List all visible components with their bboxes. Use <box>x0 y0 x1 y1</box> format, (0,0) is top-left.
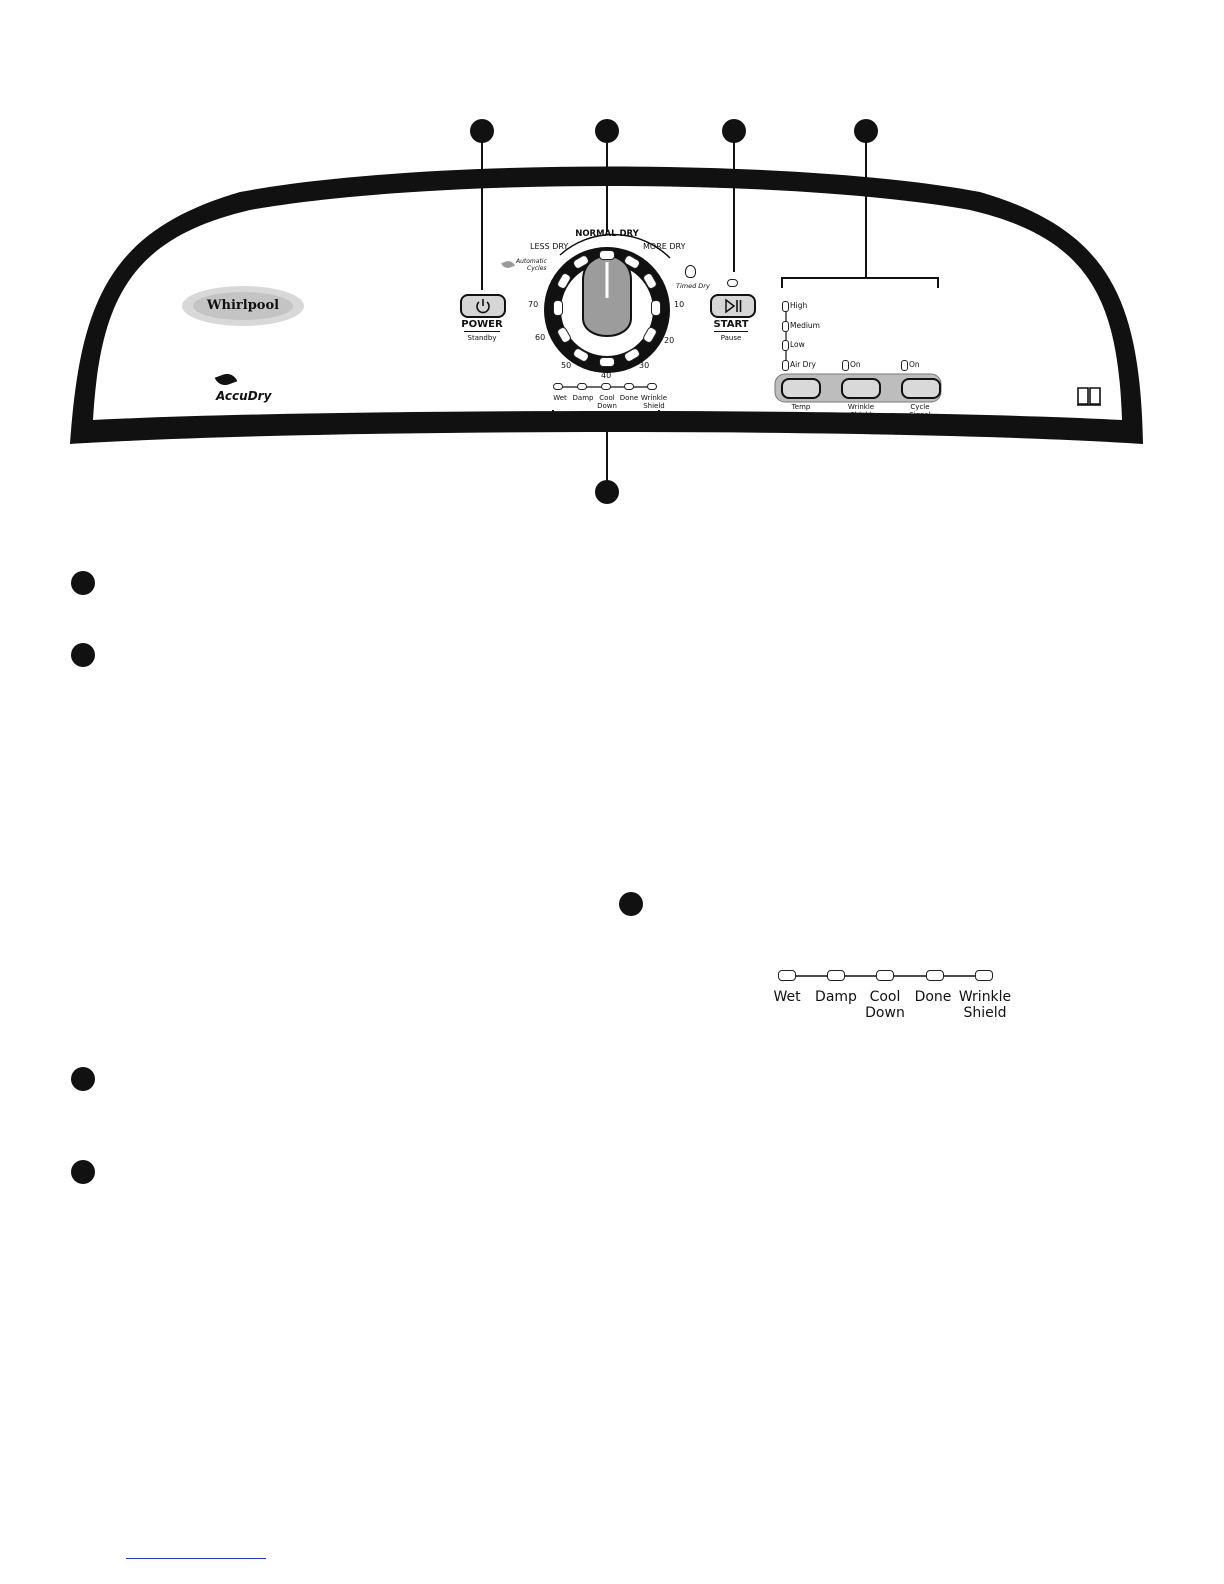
dial-minute-50: 50 <box>561 361 572 370</box>
shirt-icon <box>853 422 868 432</box>
status-led-wet <box>553 383 563 390</box>
status-led-done <box>624 383 634 390</box>
dial-led <box>599 357 615 367</box>
status-small-label: Wet <box>553 394 567 402</box>
wrinkle-shield-button-label: Shield <box>850 411 872 419</box>
dial-more-dry: MORE DRY <box>643 242 686 251</box>
status-led-large <box>926 970 944 981</box>
section-marker <box>71 1160 95 1184</box>
status-led-large <box>975 970 993 981</box>
status-small-label: Done <box>619 394 639 402</box>
temp-level-label: High <box>790 301 808 310</box>
start-button[interactable] <box>710 294 756 318</box>
power-button[interactable] <box>460 294 506 318</box>
power-sublabel: Standby <box>467 334 497 342</box>
whirlpool-logo: Whirlpool <box>206 298 280 313</box>
temp-led-high <box>782 301 789 312</box>
dial-led <box>651 300 661 316</box>
status-led-cool-down <box>601 383 611 390</box>
temp-level-label: Medium <box>790 321 820 330</box>
start-led <box>727 279 738 287</box>
callout-marker-power <box>470 119 494 143</box>
temp-led-air-dry <box>782 360 789 371</box>
callout-marker-start <box>722 119 746 143</box>
book-icon <box>1076 386 1102 406</box>
status-large-label: Cool <box>869 989 901 1005</box>
dial-automatic-line2: Cycles <box>527 265 547 272</box>
status-large-label: Shield <box>963 1005 1007 1021</box>
dial-minute-20: 20 <box>664 336 675 345</box>
dial-led <box>599 250 615 260</box>
status-small-label: Damp <box>572 394 594 402</box>
dial-automatic-line1: Automatic <box>516 258 547 265</box>
power-divider <box>464 331 500 332</box>
status-small-label: Cool <box>599 394 615 402</box>
section-marker <box>71 1067 95 1091</box>
status-large-label: Wet <box>773 989 801 1005</box>
status-large-label: Wrinkle <box>958 989 1012 1005</box>
start-divider <box>714 331 748 332</box>
temp-button-label: Temp <box>791 403 811 411</box>
accudry-logo: AccuDry <box>216 389 272 403</box>
wrinkle-shield-on-label: On <box>850 360 861 369</box>
power-icon <box>462 296 504 316</box>
temp-level-label: Air Dry <box>790 360 816 369</box>
footer-link-underline <box>126 1558 266 1559</box>
dial-less-dry: LESS DRY <box>530 242 569 251</box>
section-marker <box>619 892 643 916</box>
wrinkle-shield-button-label: Wrinkle <box>847 403 875 411</box>
cycle-signal-button[interactable] <box>901 378 941 399</box>
dial-minute-10: 10 <box>674 300 685 309</box>
wrinkle-shield-led <box>842 360 849 371</box>
temp-led-medium <box>782 321 789 332</box>
callout-marker-options <box>854 119 878 143</box>
cycle-signal-led <box>901 360 908 371</box>
status-small-label: Wrinkle <box>640 394 668 402</box>
power-label: POWER <box>461 319 503 330</box>
cycle-signal-button-label: Cycle <box>910 403 930 411</box>
dial-normal-dry: NORMAL DRY <box>575 229 639 239</box>
temp-led-low <box>782 340 789 351</box>
start-sublabel: Pause <box>720 334 742 342</box>
status-led-large <box>827 970 845 981</box>
wrinkle-shield-button[interactable] <box>841 378 881 399</box>
cycle-signal-on-label: On <box>909 360 920 369</box>
section-marker <box>71 643 95 667</box>
start-label: START <box>713 319 749 330</box>
timed-dry-icon <box>685 265 696 278</box>
status-led-large <box>778 970 796 981</box>
temp-level-label: Low <box>790 340 805 349</box>
callout-marker-dial <box>595 119 619 143</box>
dial-led <box>553 300 563 316</box>
play-pause-icon <box>712 296 754 316</box>
status-led-large <box>876 970 894 981</box>
signal-icon: ((•)) <box>912 421 928 429</box>
status-led-damp <box>577 383 587 390</box>
thermometer-icon <box>799 416 804 428</box>
temp-button[interactable] <box>781 378 821 399</box>
status-small-label: Down <box>597 402 617 410</box>
status-small-label: Shield <box>643 402 665 410</box>
dial-minute-40: 40 <box>601 371 612 380</box>
section-marker <box>71 571 95 595</box>
cycle-signal-button-label: Signal <box>909 411 931 419</box>
dial-timed-dry: Timed Dry <box>676 282 710 290</box>
status-large-label: Done <box>914 989 952 1005</box>
status-large-label: Damp <box>815 989 857 1005</box>
dial-minute-30: 30 <box>639 361 650 370</box>
dial-minute-70: 70 <box>528 300 539 309</box>
status-large-label: Down <box>865 1005 905 1021</box>
console-panel <box>0 0 1224 520</box>
dial-minute-60: 60 <box>535 333 546 342</box>
status-led-wrinkle-shield <box>647 383 657 390</box>
callout-marker-status <box>595 480 619 504</box>
